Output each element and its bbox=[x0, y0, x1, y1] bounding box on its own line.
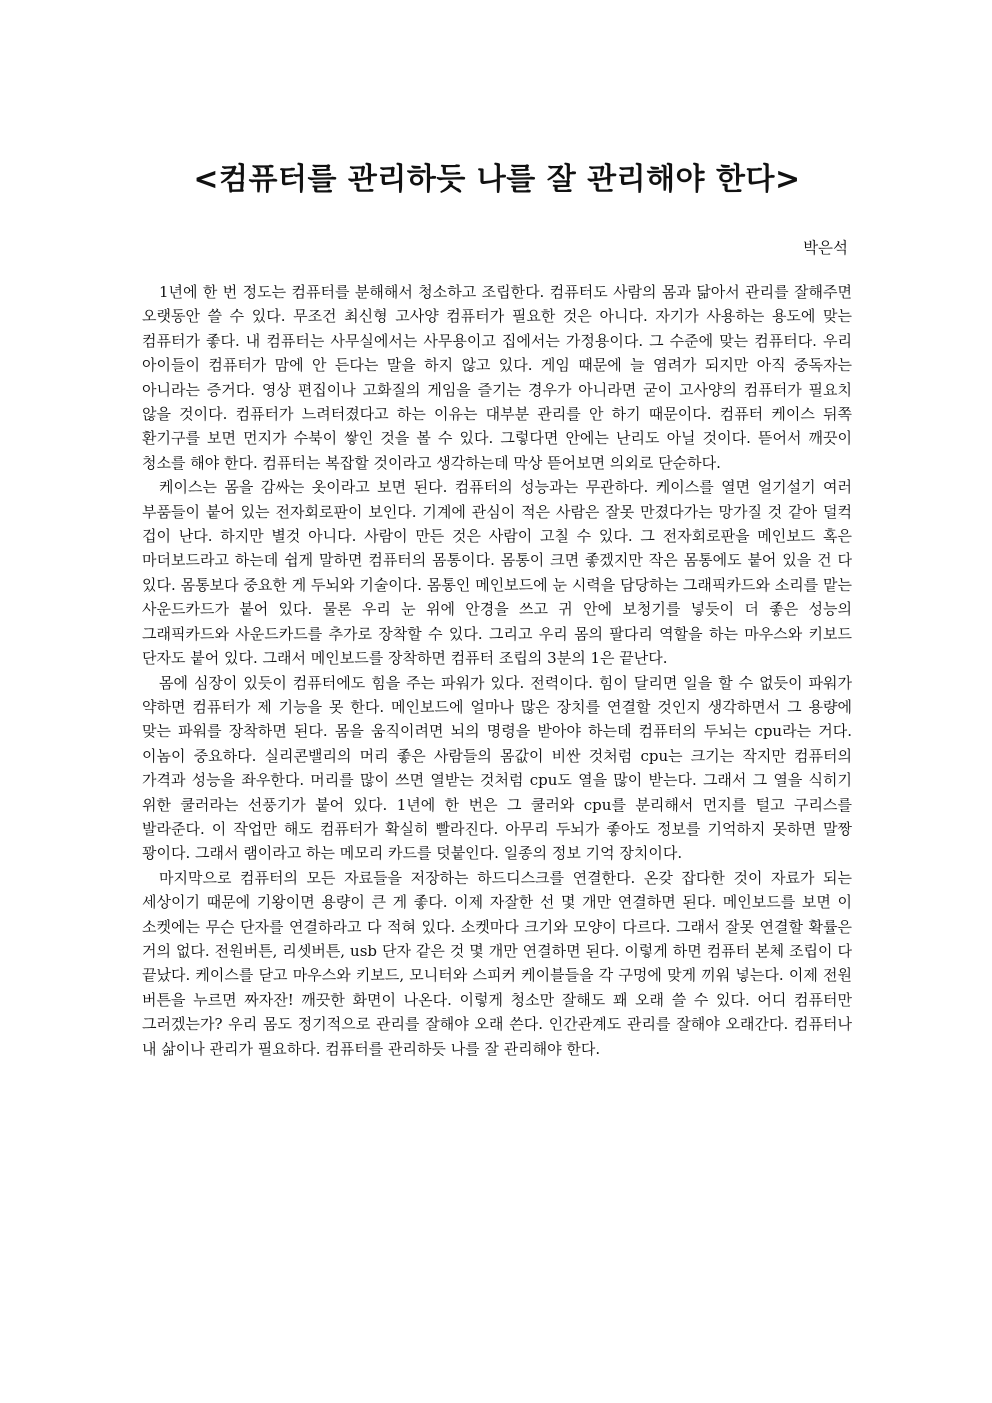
document-content bbox=[142, 150, 852, 1061]
document-body bbox=[142, 280, 852, 1061]
paragraph: 1년에 한 번 정도는 컴퓨터를 분해해서 청소하고 조립한다. 컴퓨터도 사람의 몸과 닮아서 관리를 잘해주면 오랫동안 쓸 수 있다. 무조건 최신형 고사양 컴퓨터가 필요한 것은 아니다. 자기가 사용하는 용도에 맞는 컴퓨터가 좋다. 내 컴퓨터는 사무실에서는 사무용이고 집에서는 가정용이다. 그 수준에 맞는 컴퓨터다. 우리 아이들이 컴퓨터가 맘에 안 든다는 말을 하지 않고 있다. 게임 때문에 늘 염려가 되지만 아직 중독자는 아니라는 증거다. 영상 편집이나 고화질의 게임을 즐기는 경우가 아니라면 굳이 고사양의 컴퓨터가 필요치 않을 것이다. 컴퓨터가 느려터졌다고 하는 이유는 대부분 관리를 안 하기 때문이다. 컴퓨터 케이스 뒤쪽 환기구를 보면 먼지가 수북이 쌓인 것을 볼 수 있다. 그렇다면 안에는 난리도 아닐 것이다. 뜯어서 깨끗이 청소를 해야 한다. 컴퓨터는 복잡할 것이라고 생각하는데 막상 뜯어보면 의외로 단순하다. bbox=[142, 283, 852, 472]
paragraph: 케이스는 몸을 감싸는 옷이라고 보면 된다. 컴퓨터의 성능과는 무관하다. 케이스를 열면 얼기설기 여러 부품들이 붙어 있는 전자회로판이 보인다. 기계에 관심이 적은 사람은 잘못 만졌다가는 망가질 것 같아 덜컥 겁이 난다. 하지만 별것 아니다. 사람이 만든 것은 사람이 고칠 수 있다. 그 전자회로판을 메인보드 혹은 마더보드라고 하는데 쉽게 말하면 컴퓨터의 몸통이다. 몸통이 크면 좋겠지만 작은 몸통에도 붙어 있을 건 다 있다. 몸통보다 중요한 게 두뇌와 기술이다. 몸통인 메인보드에 눈 시력을 담당하는 그래픽카드와 소리를 맡는 사운드카드가 붙어 있다. 물론 우리 눈 위에 안경을 쓰고 귀 안에 보청기를 넣듯이 더 좋은 성능의 그래픽카드와 사운드카드를 추가로 장착할 수 있다. 그리고 우리 몸의 팔다리 역할을 하는 마우스와 키보드 단자도 붙어 있다. 그래서 메인보드를 장착하면 컴퓨터 조립의 3분의 1은 끝난다. bbox=[142, 478, 852, 668]
document-title: <컴퓨터를 관리하듯 나를 잘 관리해야 한다> bbox=[193, 162, 801, 197]
paragraph: 마지막으로 컴퓨터의 모든 자료들을 저장하는 하드디스크를 연결한다. 온갖 잡다한 것이 자료가 되는 세상이기 때문에 기왕이면 용량이 큰 게 좋다. 이제 자잘한 선 몇 개만 연결하면 된다. 메인보드를 보면 이 소켓에는 무슨 단자를 연결하라고 다 적혀 있다. 소켓마다 크기와 모양이 다르다. 그래서 잘못 연결할 확률은 거의 없다. 전원버튼, 리셋버튼, usb 단자 같은 것 몇 개만 연결하면 된다. 이렇게 하면 컴퓨터 본체 조립이 다 끝났다. 케이스를 닫고 마우스와 키보드, 모니터와 스피커 케이블들을 각 구멍에 맞게 끼워 넣는다. 이제 전원 버튼을 누르면 짜자잔! 깨끗한 화면이 나온다. 이렇게 청소만 잘해도 꽤 오래 쓸 수 있다. 어디 컴퓨터만 그러겠는가? 우리 몸도 정기적으로 관리를 잘해야 오래 쓴다. 인간관계도 관리를 잘해야 오래간다. 컴퓨터나 내 삶이나 관리가 필요하다. 컴퓨터를 관리하듯 나를 잘 관리해야 한다. bbox=[142, 868, 852, 1058]
paragraph: 몸에 심장이 있듯이 컴퓨터에도 힘을 주는 파워가 있다. 전력이다. 힘이 달리면 일을 할 수 없듯이 파워가 약하면 컴퓨터가 제 기능을 못 한다. 메인보드에 얼마나 많은 장치를 연결할 것인지 생각하면서 그 용량에 맞는 파워를 장착하면 된다. 몸을 움직이려면 뇌의 명령을 받아야 하는데 컴퓨터의 두뇌는 cpu라는 거다. 이놈이 중요하다. 실리콘밸리의 머리 좋은 사람들의 몸값이 비싼 것처럼 cpu는 크기는 작지만 컴퓨터의 가격과 성능을 좌우한다. 머리를 많이 쓰면 열받는 것처럼 cpu도 열을 많이 받는다. 그래서 그 열을 식히기 위한 쿨러라는 선풍기가 붙어 있다. 1년에 한 번은 그 쿨러와 cpu를 분리해서 먼지를 털고 구리스를 발라준다. 이 작업만 해도 컴퓨터가 확실히 빨라진다. 아무리 두뇌가 좋아도 정보를 기억하지 못하면 말짱 꽝이다. 그래서 램이라고 하는 메모리 카드를 덧붙인다. 일종의 정보 기억 장치이다. bbox=[142, 673, 852, 863]
author-name: 박은석 bbox=[803, 239, 848, 257]
